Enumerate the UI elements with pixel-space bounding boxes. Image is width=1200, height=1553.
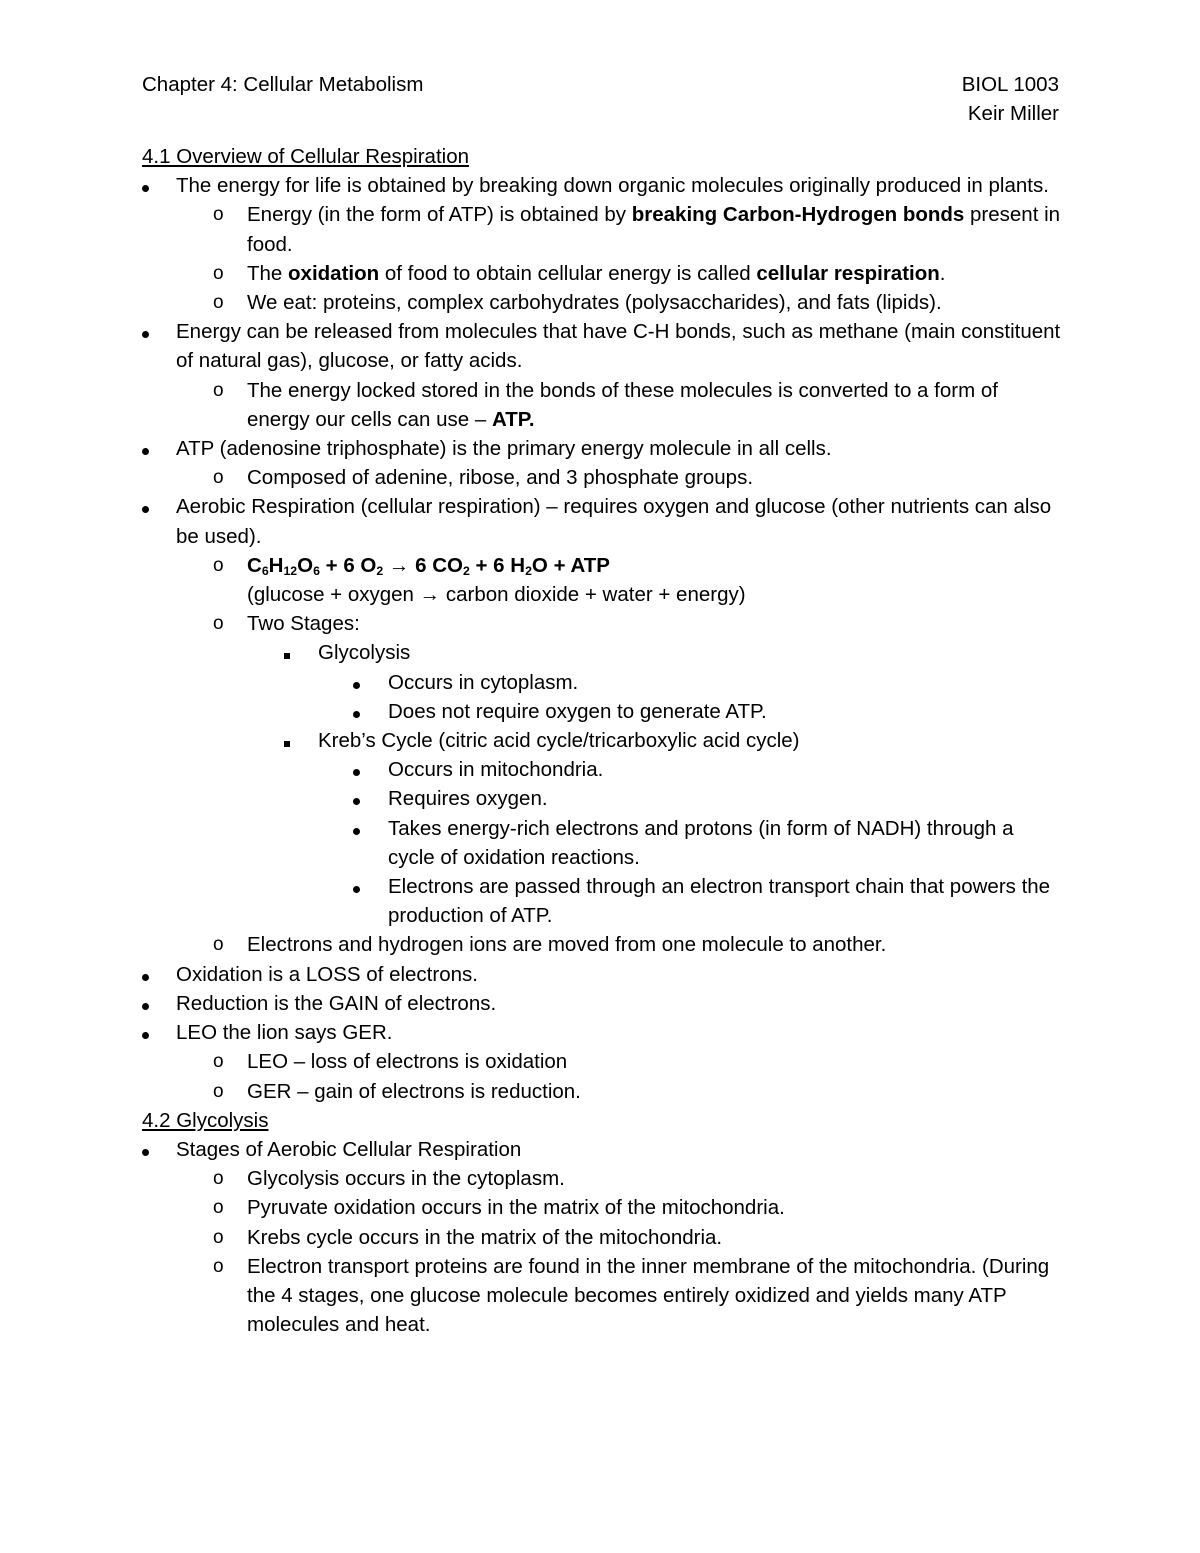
- bullet-icon: [142, 974, 149, 981]
- bullet-icon: [142, 448, 149, 455]
- circle-bullet-icon: o: [213, 467, 224, 489]
- stage-glycolysis: Glycolysis: [142, 638, 1062, 667]
- bullet-icon: [353, 769, 360, 776]
- krebs-point: Takes energy-rich electrons and protons (in form of NADH) through a cycle of oxidation reactions.: [142, 814, 1062, 872]
- stage-krebs-cycle: Kreb’s Cycle (citric acid cycle/tricarboxylic acid cycle): [142, 726, 1062, 755]
- bullet-icon: [353, 798, 360, 805]
- sub-bullet-leo: o LEO – loss of electrons is oxidation: [142, 1047, 1062, 1076]
- sub-bullet-electrons-moved: o Electrons and hydrogen ions are moved from one molecule to another.: [142, 930, 1062, 959]
- bullet-energy-for-life: [142, 171, 1062, 200]
- glycolysis-point: Does not require oxygen to generate ATP.: [142, 697, 1062, 726]
- krebs-point: Occurs in mitochondria.: [142, 755, 1062, 784]
- circle-bullet-icon: o: [213, 262, 224, 284]
- sub-bullet-krebs-location: o Krebs cycle occurs in the matrix of the mitochondria.: [142, 1223, 1062, 1252]
- circle-bullet-icon: o: [213, 1226, 224, 1248]
- circle-bullet-icon: o: [213, 613, 224, 635]
- bullet-leo-ger: LEO the lion says GER.: [142, 1018, 1062, 1047]
- bullet-aerobic-respiration: Aerobic Respiration (cellular respiration) – requires oxygen and glucose (other nutrients can also be used).: [142, 492, 1062, 550]
- sub-bullet-two-stages: o Two Stages:: [142, 609, 1062, 638]
- square-bullet-icon: [284, 653, 290, 659]
- course-code: BIOL 1003: [961, 73, 1059, 96]
- chemical-equation: $C_6H_{12}O_6 + 6$ $O_2 \to 6$ $CO_2 + 6$ $H_2O$ + ATP: [247, 553, 610, 578]
- circle-bullet-icon: o: [213, 204, 224, 226]
- sub-bullet-energy-locked: o The energy locked stored in the bonds of these molecules is converted to a form of energy our cells can use – ATP.: [142, 376, 1062, 434]
- circle-bullet-icon: o: [213, 1051, 224, 1073]
- sub-bullet-we-eat: o We eat: proteins, complex carbohydrates (polysaccharides), and fats (lipids).: [142, 288, 1062, 317]
- bullet-atp: ATP (adenosine triphosphate) is the primary energy molecule in all cells.: [142, 434, 1062, 463]
- equation-words: (glucose + oxygen → carbon dioxide + water + energy): [247, 583, 746, 607]
- sub-bullet-ger: o GER – gain of electrons is reduction.: [142, 1077, 1062, 1106]
- circle-bullet-icon: o: [213, 379, 224, 401]
- bullet-icon: [142, 1003, 149, 1010]
- bullet-icon: [142, 1032, 149, 1039]
- circle-bullet-icon: o: [213, 1168, 224, 1190]
- krebs-point: Requires oxygen.: [142, 784, 1062, 813]
- circle-bullet-icon: o: [213, 554, 224, 576]
- circle-bullet-icon: o: [213, 1080, 224, 1102]
- bullet-reduction: Reduction is the GAIN of electrons.: [142, 989, 1062, 1018]
- header-meta: [962, 70, 1059, 128]
- circle-bullet-icon: o: [213, 1255, 224, 1277]
- chapter-title: Chapter 4: Cellular Metabolism: [142, 73, 424, 96]
- bullet-icon: [142, 506, 149, 513]
- krebs-point: Electrons are passed through an electron transport chain that powers the production of ATP.: [142, 872, 1062, 930]
- bullet-icon: [353, 711, 360, 718]
- sub-bullet-equation: [142, 551, 1062, 580]
- sub-bullet-oxidation: o The oxidation of food to obtain cellular energy is called cellular respiration.: [142, 259, 1062, 288]
- sub-bullet-electron-transport: o Electron transport proteins are found in the inner membrane of the mitochondria. (During the 4 stages, one glucose molecule becomes entirely oxidized and yields many ATP molecules and heat.: [142, 1252, 1062, 1340]
- bullet-icon: [142, 185, 149, 192]
- square-bullet-icon: [284, 741, 290, 747]
- sub-bullet-atp-composition: o Composed of adenine, ribose, and 3 phosphate groups.: [142, 463, 1062, 492]
- section-heading-4-2: 4.2 Glycolysis: [142, 1108, 269, 1132]
- bullet-stages-aerobic: Stages of Aerobic Cellular Respiration: [142, 1135, 1062, 1164]
- sub-bullet-ch-bonds: o Energy (in the form of ATP) is obtained by breaking Carbon-Hydrogen bonds present in food.: [142, 200, 1062, 258]
- sub-bullet-pyruvate: o Pyruvate oxidation occurs in the matrix of the mitochondria.: [142, 1193, 1062, 1222]
- bullet-icon: [142, 331, 149, 338]
- circle-bullet-icon: o: [213, 292, 224, 314]
- author-name: Keir Miller: [967, 102, 1059, 126]
- glycolysis-point: Occurs in cytoplasm.: [142, 668, 1062, 697]
- bullet-energy-released: Energy can be released from molecules that have C-H bonds, such as methane (main constituent of natural gas), glucose, or fatty acids.: [142, 317, 1062, 375]
- circle-bullet-icon: o: [213, 1197, 224, 1219]
- bullet-oxidation: Oxidation is a LOSS of electrons.: [142, 960, 1062, 989]
- bullet-icon: [353, 886, 360, 893]
- notes-content: [142, 142, 1062, 1339]
- bullet-icon: [353, 682, 360, 689]
- circle-bullet-icon: o: [213, 934, 224, 956]
- section-heading-4-1: 4.1 Overview of Cellular Respiration: [142, 145, 469, 168]
- bullet-text: The energy for life is obtained by breaking down organic molecules originally produced in plants.: [176, 174, 1049, 198]
- sub-bullet-glycolysis-location: o Glycolysis occurs in the cytoplasm.: [142, 1164, 1062, 1193]
- bullet-icon: [142, 1149, 149, 1156]
- bullet-icon: [353, 828, 360, 835]
